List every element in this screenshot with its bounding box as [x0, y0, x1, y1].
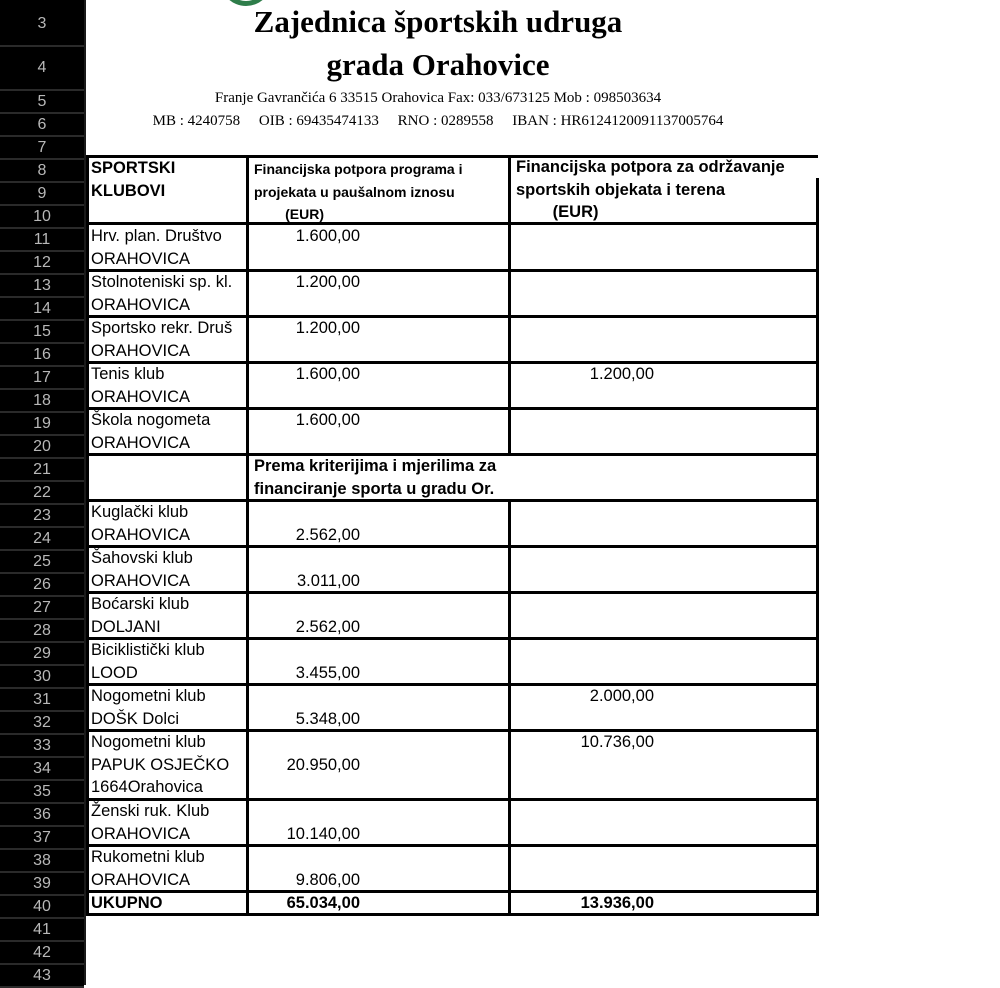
grid-hline	[86, 729, 818, 732]
row-header[interactable]: 13	[0, 275, 84, 298]
row-header[interactable]: 41	[0, 919, 84, 942]
row-header[interactable]: 21	[0, 459, 84, 482]
row-header[interactable]: 24	[0, 528, 84, 551]
club-name-cell[interactable]: Boćarski klub DOLJANI	[91, 595, 190, 636]
facility-amount-cell[interactable]	[512, 846, 654, 892]
program-amount-cell[interactable]: 1.200,00	[295, 319, 360, 337]
club-name-cell[interactable]: Šahovski klub ORAHOVICA	[91, 549, 193, 590]
row-header[interactable]: 40	[0, 896, 84, 919]
program-amount-cell[interactable]: 1.600,00	[295, 227, 360, 245]
program-amount-cell[interactable]: 5.348,00	[295, 710, 360, 728]
grid-hline	[86, 683, 818, 686]
row-header[interactable]: 19	[0, 413, 84, 436]
address-line: Franje Gavrančića 6 33515 Orahovica Fax: 033/673125 Mob : 098503634	[214, 90, 662, 106]
row-header[interactable]: 14	[0, 298, 84, 321]
grid-hline	[86, 269, 818, 272]
total-label-cell: UKUPNO	[91, 894, 163, 912]
row-header[interactable]: 42	[0, 942, 84, 965]
row-header[interactable]: 34	[0, 758, 84, 781]
row-header[interactable]: 20	[0, 436, 84, 459]
row-header[interactable]: 39	[0, 873, 84, 896]
program-amount-cell[interactable]: 1.600,00	[295, 365, 360, 383]
facility-amount-cell[interactable]	[512, 639, 654, 685]
ids-line: MB : 4240758 OIB : 69435474133 RNO : 0289558 IBAN : HR6124120091137005764	[152, 113, 724, 129]
row-header[interactable]: 5	[0, 91, 84, 114]
grid-vline	[816, 178, 819, 916]
section-label-blank-cell	[91, 455, 245, 501]
program-amount-cell[interactable]: 2.562,00	[295, 618, 360, 636]
grid-hline	[86, 499, 818, 502]
col-header-facility-support[interactable]: Financijska potpora za održavanje sportskih objekata i terena (EUR)	[516, 158, 785, 221]
row-header[interactable]: 29	[0, 643, 84, 666]
facility-amount-cell[interactable]	[512, 271, 654, 317]
program-amount-cell[interactable]: 1.600,00	[295, 411, 360, 429]
row-header[interactable]: 12	[0, 252, 84, 275]
row-header[interactable]: 30	[0, 666, 84, 689]
grid-hline	[86, 545, 818, 548]
grid-hline	[86, 844, 818, 847]
grid-hline	[86, 591, 818, 594]
program-amount-cell[interactable]: 3.011,00	[296, 572, 360, 590]
grid-hline	[86, 361, 818, 364]
facility-amount-cell[interactable]: 2.000,00	[589, 687, 654, 705]
row-header[interactable]: 3	[0, 3, 84, 47]
row-header[interactable]: 32	[0, 712, 84, 735]
program-amount-cell[interactable]: 20.950,00	[286, 756, 360, 774]
col-header-clubs[interactable]: SPORTSKI KLUBOVI	[91, 159, 176, 200]
grid-hline	[86, 637, 818, 640]
row-header[interactable]: 43	[0, 965, 84, 988]
row-header[interactable]: 4	[0, 47, 84, 91]
row-header[interactable]: 15	[0, 321, 84, 344]
grid-hline	[86, 315, 818, 318]
program-amount-cell[interactable]: 9.806,00	[295, 871, 360, 889]
title-line-1: Zajednica športskih udruga	[253, 4, 623, 39]
facility-amount-cell[interactable]	[512, 409, 654, 455]
row-header[interactable]: 23	[0, 505, 84, 528]
row-header[interactable]: 38	[0, 850, 84, 873]
program-amount-cell[interactable]: 10.140,00	[286, 825, 360, 843]
total-facility-amount: 13.936,00	[580, 894, 654, 912]
grid-hline	[86, 890, 818, 893]
row-header[interactable]: 9	[0, 183, 84, 206]
row-header[interactable]: 11	[0, 229, 84, 252]
club-name-cell[interactable]: Nogometni klub DOŠK Dolci	[91, 687, 206, 728]
club-name-cell[interactable]: Hrv. plan. Društvo ORAHOVICA	[91, 227, 222, 268]
club-name-cell[interactable]: Stolnoteniski sp. kl. ORAHOVICA	[91, 273, 233, 314]
row-header[interactable]: 10	[0, 206, 84, 229]
row-header[interactable]: 33	[0, 735, 84, 758]
title-line-2: grada Orahovice	[326, 47, 550, 82]
row-header[interactable]: 18	[0, 390, 84, 413]
club-name-cell[interactable]: Kuglački klub ORAHOVICA	[91, 503, 191, 544]
col-header-program-support[interactable]: Financijska potpora programa i projekata u paušalnom iznosu (EUR)	[254, 161, 463, 222]
club-name-cell[interactable]: Biciklistički klub LOOD	[91, 641, 205, 682]
facility-amount-cell[interactable]	[512, 225, 654, 271]
grid-vline	[508, 499, 511, 916]
club-name-cell[interactable]: Nogometni klub PAPUK OSJEČKO 1664Orahovica	[91, 733, 230, 796]
section-note-cell: Prema kriterijima i mjerilima za financiranje sporta u gradu Or.	[254, 457, 497, 498]
facility-amount-cell[interactable]	[512, 800, 654, 846]
club-name-cell[interactable]: Tenis klub ORAHOVICA	[91, 365, 191, 406]
grid-hline	[86, 155, 818, 158]
row-header[interactable]: 25	[0, 551, 84, 574]
club-name-cell[interactable]: Ženski ruk. Klub ORAHOVICA	[91, 802, 210, 843]
grid-vline	[246, 155, 249, 916]
grid-hline	[86, 453, 818, 456]
row-header[interactable]: 37	[0, 827, 84, 850]
facility-amount-cell[interactable]	[512, 547, 654, 593]
total-program-amount: 65.034,00	[286, 894, 360, 912]
row-header[interactable]: 8	[0, 160, 84, 183]
facility-amount-cell[interactable]: 10.736,00	[580, 733, 654, 751]
row-header[interactable]: 35	[0, 781, 84, 804]
program-amount-cell[interactable]: 1.200,00	[295, 273, 360, 291]
club-name-cell[interactable]: Rukometni klub ORAHOVICA	[91, 848, 205, 889]
row-header[interactable]: 16	[0, 344, 84, 367]
club-name-cell[interactable]: Sportsko rekr. Druš ORAHOVICA	[91, 319, 233, 360]
row-header[interactable]: 17	[0, 367, 84, 390]
program-amount-cell[interactable]: 3.455,00	[295, 664, 360, 682]
row-header[interactable]: 28	[0, 620, 84, 643]
facility-amount-cell[interactable]: 1.200,00	[589, 365, 654, 383]
row-header[interactable]: 26	[0, 574, 84, 597]
program-amount-cell[interactable]: 2.562,00	[295, 526, 360, 544]
grid-vline	[508, 155, 511, 455]
facility-amount-cell[interactable]	[512, 593, 654, 639]
grid-hline	[86, 222, 818, 225]
grid-vline	[86, 155, 89, 916]
row-header[interactable]: 22	[0, 482, 84, 505]
grid-hline	[86, 798, 818, 801]
club-name-cell[interactable]: Škola nogometa ORAHOVICA	[91, 411, 211, 452]
row-header[interactable]: 27	[0, 597, 84, 620]
facility-amount-cell[interactable]	[512, 317, 654, 363]
grid-hline	[86, 407, 818, 410]
facility-amount-cell[interactable]	[512, 501, 654, 547]
row-header[interactable]: 31	[0, 689, 84, 712]
grid-hline	[86, 913, 818, 916]
row-header[interactable]: 7	[0, 137, 84, 160]
row-header[interactable]: 36	[0, 804, 84, 827]
row-header[interactable]: 6	[0, 114, 84, 137]
